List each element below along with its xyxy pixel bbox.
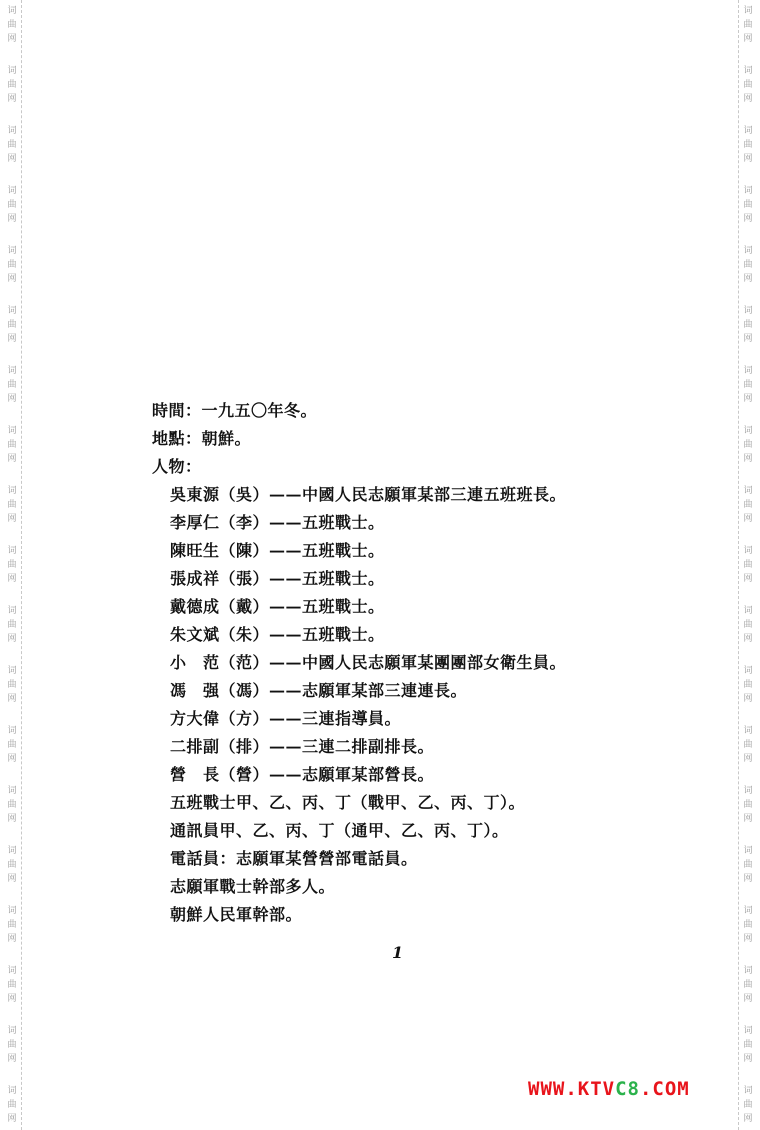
watermark-char: 网 — [7, 94, 17, 104]
watermark-char: 曲 — [7, 860, 17, 870]
watermark-group — [739, 780, 757, 840]
watermark-char: 网 — [743, 274, 753, 284]
right-watermark-strip — [738, 0, 757, 1130]
watermark-char: 网 — [743, 874, 753, 884]
watermark-char: 词 — [7, 306, 17, 316]
watermark-group — [739, 1080, 757, 1130]
watermark-char: 网 — [743, 994, 753, 1004]
watermark-group — [739, 540, 757, 600]
url-part-3: .COM — [639, 1078, 690, 1100]
watermark-group — [739, 60, 757, 120]
character-entry: 營 長（營）——志願軍某部營長。 — [170, 765, 435, 784]
watermark-char: 网 — [7, 154, 17, 164]
watermark-char: 曲 — [7, 620, 17, 630]
watermark-char: 网 — [743, 454, 753, 464]
watermark-char: 曲 — [743, 860, 753, 870]
watermark-char: 网 — [743, 754, 753, 764]
watermark-char: 曲 — [743, 1040, 753, 1050]
character-entry: 馮 强（馮）——志願軍某部三連連長。 — [170, 681, 468, 700]
watermark-group — [3, 1080, 21, 1130]
watermark-char: 曲 — [743, 440, 753, 450]
watermark-char: 词 — [7, 66, 17, 76]
watermark-group — [3, 600, 21, 660]
watermark-char: 网 — [7, 994, 17, 1004]
character-entry: 朱文斌（朱）——五班戰士。 — [170, 625, 385, 644]
watermark-char: 词 — [743, 726, 753, 736]
left-watermark-strip — [3, 0, 22, 1130]
watermark-char: 曲 — [7, 680, 17, 690]
watermark-group — [3, 540, 21, 600]
watermark-char: 曲 — [7, 740, 17, 750]
watermark-char: 网 — [743, 694, 753, 704]
watermark-group — [3, 300, 21, 360]
watermark-char: 词 — [7, 606, 17, 616]
watermark-char: 词 — [743, 1086, 753, 1096]
watermark-char: 曲 — [743, 980, 753, 990]
watermark-char: 网 — [7, 754, 17, 764]
watermark-char: 网 — [7, 934, 17, 944]
watermark-group — [3, 900, 21, 960]
watermark-char: 曲 — [7, 1040, 17, 1050]
watermark-char: 网 — [743, 34, 753, 44]
watermark-char: 词 — [743, 666, 753, 676]
watermark-group — [3, 180, 21, 240]
watermark-group — [3, 720, 21, 780]
watermark-char: 曲 — [7, 20, 17, 30]
watermark-group — [3, 960, 21, 1020]
watermark-char: 词 — [743, 246, 753, 256]
watermark-char: 曲 — [743, 260, 753, 270]
watermark-group — [3, 420, 21, 480]
watermark-group — [739, 360, 757, 420]
url-part-1: WWW.KTV — [528, 1078, 616, 1100]
site-url-watermark — [528, 1078, 690, 1100]
watermark-char: 词 — [743, 1026, 753, 1036]
watermark-char: 词 — [743, 366, 753, 376]
watermark-char: 曲 — [7, 980, 17, 990]
watermark-char: 网 — [7, 1114, 17, 1124]
watermark-char: 词 — [7, 1026, 17, 1036]
watermark-char: 词 — [7, 906, 17, 916]
watermark-group — [3, 120, 21, 180]
watermark-group — [3, 660, 21, 720]
watermark-char: 词 — [7, 1086, 17, 1096]
watermark-group — [739, 600, 757, 660]
watermark-group — [739, 720, 757, 780]
watermark-char: 曲 — [7, 1100, 17, 1110]
watermark-char: 曲 — [7, 320, 17, 330]
url-part-2: C8 — [615, 1078, 640, 1100]
cast-list — [152, 397, 622, 929]
watermark-char: 曲 — [7, 380, 17, 390]
watermark-char: 词 — [7, 966, 17, 976]
watermark-group — [739, 120, 757, 180]
watermark-char: 曲 — [743, 680, 753, 690]
watermark-group — [3, 360, 21, 420]
place-line: 地點：朝鮮。 — [152, 429, 252, 448]
watermark-char: 词 — [7, 546, 17, 556]
time-line: 時間：一九五〇年冬。 — [152, 401, 318, 420]
watermark-char: 网 — [7, 574, 17, 584]
character-entry: 方大偉（方）——三連指導員。 — [170, 709, 402, 728]
watermark-group — [739, 240, 757, 300]
watermark-char: 词 — [7, 186, 17, 196]
page-number: 1 — [392, 943, 404, 962]
watermark-char: 曲 — [743, 920, 753, 930]
watermark-group — [739, 420, 757, 480]
watermark-char: 曲 — [743, 20, 753, 30]
watermark-group — [3, 0, 21, 60]
watermark-group — [3, 480, 21, 540]
watermark-group — [739, 660, 757, 720]
watermark-char: 网 — [743, 1054, 753, 1064]
watermark-char: 网 — [743, 934, 753, 944]
watermark-char: 曲 — [7, 140, 17, 150]
watermark-char: 词 — [7, 726, 17, 736]
watermark-char: 词 — [743, 846, 753, 856]
watermark-group — [739, 0, 757, 60]
watermark-char: 网 — [7, 454, 17, 464]
watermark-char: 网 — [743, 214, 753, 224]
watermark-char: 网 — [743, 334, 753, 344]
watermark-char: 曲 — [743, 800, 753, 810]
watermark-char: 词 — [7, 6, 17, 16]
watermark-char: 网 — [7, 514, 17, 524]
watermark-group — [739, 180, 757, 240]
watermark-char: 词 — [743, 546, 753, 556]
character-entry: 陳旺生（陳）——五班戰士。 — [170, 541, 385, 560]
character-entry: 張成祥（張）——五班戰士。 — [170, 569, 385, 588]
watermark-char: 词 — [743, 606, 753, 616]
character-entry: 李厚仁（李）——五班戰士。 — [170, 513, 385, 532]
character-entry: 五班戰士甲、乙、丙、丁（戰甲、乙、丙、丁）。 — [170, 793, 526, 812]
watermark-char: 网 — [7, 814, 17, 824]
watermark-group — [3, 780, 21, 840]
watermark-char: 曲 — [7, 80, 17, 90]
watermark-group — [3, 840, 21, 900]
watermark-char: 词 — [7, 426, 17, 436]
watermark-char: 曲 — [7, 560, 17, 570]
watermark-group — [739, 300, 757, 360]
watermark-char: 网 — [7, 394, 17, 404]
watermark-char: 曲 — [743, 500, 753, 510]
watermark-char: 曲 — [7, 260, 17, 270]
watermark-char: 曲 — [7, 200, 17, 210]
character-entry: 朝鮮人民軍幹部。 — [170, 905, 303, 924]
watermark-char: 曲 — [743, 200, 753, 210]
watermark-char: 网 — [7, 214, 17, 224]
character-entry: 電話員：志願軍某營營部電話員。 — [170, 849, 418, 868]
watermark-char: 网 — [7, 634, 17, 644]
watermark-char: 词 — [743, 786, 753, 796]
watermark-char: 网 — [743, 94, 753, 104]
watermark-char: 词 — [743, 426, 753, 436]
watermark-char: 词 — [743, 306, 753, 316]
watermark-char: 词 — [7, 126, 17, 136]
watermark-char: 词 — [7, 246, 17, 256]
watermark-char: 曲 — [743, 560, 753, 570]
watermark-group — [3, 1020, 21, 1080]
watermark-char: 网 — [743, 634, 753, 644]
watermark-char: 网 — [7, 1054, 17, 1064]
watermark-char: 曲 — [7, 440, 17, 450]
watermark-char: 词 — [7, 846, 17, 856]
watermark-char: 网 — [743, 394, 753, 404]
watermark-char: 词 — [7, 786, 17, 796]
watermark-char: 词 — [743, 906, 753, 916]
watermark-char: 曲 — [743, 620, 753, 630]
watermark-char: 网 — [7, 274, 17, 284]
watermark-char: 网 — [743, 574, 753, 584]
character-entry: 吳東源（吳）——中國人民志願軍某部三連五班班長。 — [170, 485, 567, 504]
character-entry: 通訊員甲、乙、丙、丁（通甲、乙、丙、丁）。 — [170, 821, 509, 840]
watermark-group — [739, 960, 757, 1020]
watermark-char: 网 — [7, 34, 17, 44]
character-entry: 志願軍戰士幹部多人。 — [170, 877, 336, 896]
watermark-group — [739, 900, 757, 960]
watermark-char: 网 — [743, 514, 753, 524]
watermark-char: 曲 — [743, 1100, 753, 1110]
watermark-char: 词 — [743, 6, 753, 16]
watermark-char: 曲 — [743, 80, 753, 90]
watermark-char: 曲 — [7, 500, 17, 510]
watermark-group — [3, 240, 21, 300]
watermark-char: 曲 — [7, 800, 17, 810]
watermark-group — [3, 60, 21, 120]
watermark-char: 词 — [7, 366, 17, 376]
watermark-char: 曲 — [743, 380, 753, 390]
character-entry: 戴德成（戴）——五班戰士。 — [170, 597, 385, 616]
watermark-char: 网 — [743, 1114, 753, 1124]
watermark-char: 网 — [7, 874, 17, 884]
watermark-char: 曲 — [7, 920, 17, 930]
watermark-char: 网 — [743, 154, 753, 164]
watermark-group — [739, 1020, 757, 1080]
watermark-char: 词 — [743, 186, 753, 196]
watermark-char: 词 — [7, 486, 17, 496]
watermark-char: 曲 — [743, 320, 753, 330]
watermark-char: 网 — [743, 814, 753, 824]
watermark-char: 曲 — [743, 740, 753, 750]
watermark-group — [739, 480, 757, 540]
watermark-char: 网 — [7, 334, 17, 344]
watermark-char: 词 — [743, 486, 753, 496]
character-entry: 二排副（排）——三連二排副排長。 — [170, 737, 435, 756]
characters-heading: 人物： — [152, 457, 202, 476]
watermark-char: 词 — [743, 66, 753, 76]
watermark-group — [739, 840, 757, 900]
watermark-char: 网 — [7, 694, 17, 704]
character-entry: 小 范（范）——中國人民志願軍某團團部女衛生員。 — [170, 653, 567, 672]
watermark-char: 词 — [743, 126, 753, 136]
watermark-char: 词 — [743, 966, 753, 976]
watermark-char: 曲 — [743, 140, 753, 150]
watermark-char: 词 — [7, 666, 17, 676]
